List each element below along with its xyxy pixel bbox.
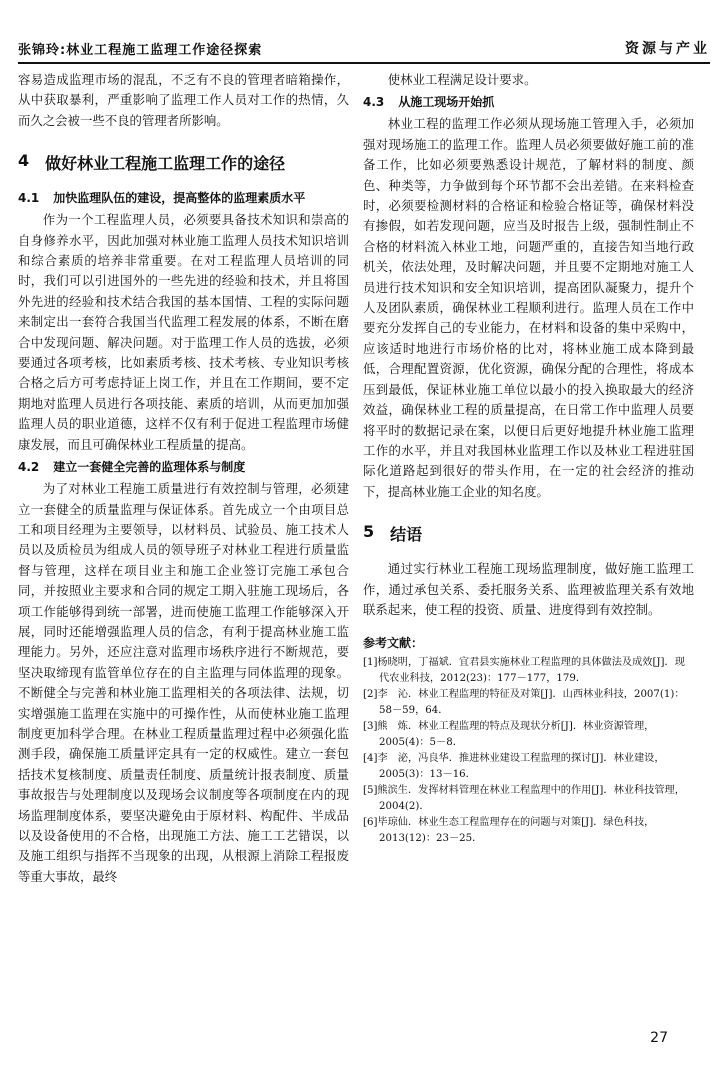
subsection-4-3-heading: [363, 92, 694, 112]
running-title: 张锦玲:林业工程施工监理工作途径探索: [18, 43, 263, 58]
reference-item: [3]熊 炼．林业工程监理的特点及现状分析[J]．林业资源管理，2005(4)：5－8．: [363, 721, 655, 749]
continued-paragraph: 使林业工程满足设计要求。: [387, 72, 537, 87]
reference-item: [4]李 泌，冯良华．推进林业建设工程监理的探讨[J]．林业建设，2005(3)：13－16．: [363, 753, 665, 781]
page-header: [18, 36, 710, 64]
reference-item: [2]李 沁．林业工程监理的特征及对策[J]．山西林业科技，2007(1)：58－59，64．: [363, 689, 685, 717]
left-column: [18, 70, 349, 887]
section-title: 结语: [390, 525, 423, 545]
subsection-title: 从施工现场开始抓: [398, 95, 495, 110]
references-title: 参考文献：: [363, 636, 424, 651]
section-number: 4: [18, 151, 30, 171]
section-number: 5: [363, 522, 375, 542]
subsection-title: 建立一套健全完善的监理体系与制度: [53, 460, 246, 475]
right-column: [363, 70, 694, 847]
subsection-title: 加快监理队伍的建设，提高整体的监理素质水平: [53, 191, 306, 206]
page-number: 27: [650, 1030, 668, 1046]
section-title: 做好林业工程施工监理工作的途径: [45, 154, 286, 174]
references-list: [363, 655, 694, 847]
reference-item: [6]毕琼仙．林业生态工程监理存在的问题与对策[J]．绿色科技，2013(12)：23－25．: [363, 817, 655, 845]
section-4-heading: [18, 151, 349, 174]
reference-item: [1]杨晓明，丁福斌．宜君县实施林业工程监理的具体做法及成效[J]．现代农业科技，2012(23)：177－177，179．: [363, 657, 685, 685]
subsection-4-1-heading: [18, 188, 349, 208]
journal-name: 资源与产业: [625, 41, 710, 57]
intro-paragraph: 容易造成监理市场的混乱，不乏有不良的管理者暗箱操作，从中获取暴利，严重影响了监理工作人员对工作的热情，久而久之会被一些不良的管理者所影响。: [18, 72, 349, 128]
subsection-4-2-heading: [18, 457, 349, 477]
section-5-heading: [363, 522, 694, 545]
subsection-4-2-body: 为了对林业工程施工质量进行有效控制与管理，必须建立一套健全的质量监理与保证体系。首先成立一个由项目总工和项目经理为主要领导，以材料员、试验员、施工技术人员以及质检员为组成人员的领导班子对林业工程进行质量监督与管理，这样在项目业主和施工企业签订完施工承包合同，并按照业主要求和合同的规定工期入驻施工现场后，各项工作能够得到统一部署，进而使施工监理工作能够深入开展，同时还能增强监理人员的信念，有利于提高林业施工监理能力。另外，还应注意对监理市场秩序进行不断规范，要坚决取缔现有监管单位存在的自主监理与同体监理的现象。不断健全与完善和林业施工监理相关的各项法律、法规，切实增强施工监理在实施中的可操作性，从而使林业施工监理制度更加科学合理。在林业工程质量监理过程中必须强化监测手段，确保施工质量评定具有一定的权威性。建立一套包括技术复核制度、质量责任制度、质量统计报表制度、质量事故报告与处理制度以及现场会议制度等各项制度在内的现场监理制度体系，要坚决避免由于原材料、构配件、半成品以及设备使用的不合格，出现施工方法、施工工艺错误，以及施工组织与指挥不当现象的出现，从根源上消除工程报废等重大事故，最终: [18, 481, 349, 884]
subsection-number: 4.3: [363, 95, 385, 110]
subsection-number: 4.1: [18, 191, 40, 206]
subsection-4-1-body: 作为一个工程监理人员，必须要具备技术知识和崇高的自身修养水平，因此加强对林业施工监理人员技术知识培训和综合素质的培养非常重要。在对工程监理人员培训的同时，我们可以引进国外的一些先进的经验和技术，并且将国外先进的经验和技术结合我国的基本国情、工程的实际问题来制定出一套符合我国当代监理工程发展的体系，不断在磨合中发现问题、解决问题。对于监理工作人员的选拔，必须要通过各项考核，比如素质考核、技术考核、专业知识考核合格之后方可考虑持证上岗工作，并且在工作期间，要不定期地对监理人员进行各项技能、素质的培训，从而更加加强监理人员的职业道德，这样不仅有利于促进工程监理市场健康发展，而且可确保林业工程质量的提高。: [18, 212, 349, 452]
conclusion-body: 通过实行林业工程施工现场监理制度，做好施工监理工作，通过承包关系、委托服务关系、监理被监理关系有效地联系起来，使工程的投资、质量、进度得到有效控制。: [363, 561, 694, 617]
subsection-4-3-body: 林业工程的监理工作必须从现场施工管理入手，必须加强对现场施工的监理工作。监理人员必须要做好施工前的准备工作，比如必须要熟悉设计规范，了解材料的制度、颜色、种类等，力争做到每个环节都不会出差错。在来料检查时，必须要检测材料的合格证和检验合格证等，确保材料没有掺假，如若发现问题，应当及时报告上级，强制性制止不合格的材料流入林业工地，问题严重的，直接告知当地行政机关，依法处理，及时解决问题，并且要不定期地对施工人员进行技术知识和安全知识培训，提高团队凝聚力，提升个人及团队素质，确保林业工程顺利进行。监理人员在工作中要充分发挥自己的专业能力，在材料和设备的集中采购中，应该适时地进行市场价格的比对，将林业施工成本降到最低，合理配置资源，优化资源，确保分配的合理性，将成本压到最低，保证林业施工单位以最小的投入换取最大的经济效益，确保林业工程的质量提高，在日常工作中监理人员要将平时的数据记录在案，以便日后更好地提升林业施工监理工作的水平，并且对我国林业监理工作以及林业工程进驻国际化道路起到很好的带头作用，在一定的社会经济的推动下，提高林业施工企业的知名度。: [363, 116, 694, 499]
subsection-number: 4.2: [18, 460, 40, 475]
reference-item: [5]熊滨生．发挥材料管理在林业工程监理中的作用[J]．林业科技管理，2004(2)．: [363, 785, 685, 813]
